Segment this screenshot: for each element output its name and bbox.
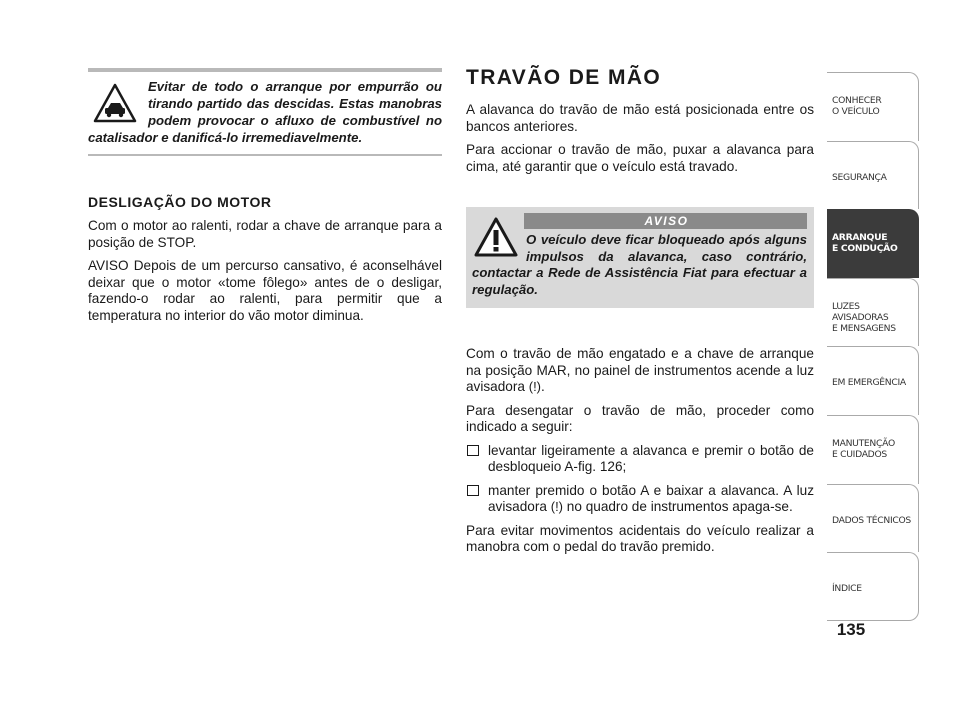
tab-dados-tecnicos[interactable]	[827, 484, 919, 553]
page-title: TRAVÃO DE MÃO	[466, 66, 662, 89]
tab-conhecer-o-veiculo[interactable]	[827, 72, 919, 141]
list-item	[466, 443, 814, 476]
paragraph: AVISO Depois de um percurso cansativo, é aconselhável deixar que o motor «tome fôlego» antes de o desligar, fazendo-o rodar ao ralenti, para permitir que a temperatura no interior do vão motor diminua.	[88, 258, 442, 323]
paragraph-text: Com o travão de mão engatado e a chave de arranque na posição MAR, no painel de instrumentos acende a luz avisadora	[466, 346, 814, 394]
paragraph-text: .	[541, 379, 545, 394]
tab-indice[interactable]	[827, 552, 919, 621]
tab-em-emergencia[interactable]	[827, 346, 919, 415]
chapter-tabs	[827, 72, 919, 621]
list-item-text-part: no quadro de instrumentos apaga-se.	[566, 499, 793, 514]
list-item	[466, 483, 814, 516]
list-item-text: levantar ligeiramente a alavanca e premir o botão de desbloqueio A-fig. 126;	[488, 442, 814, 474]
paragraph: A alavanca do travão de mão está posicionada entre os bancos anteriores.	[466, 102, 814, 134]
tab-seguranca[interactable]	[827, 141, 919, 210]
paragraph: Para desengatar o travão de mão, proceder como indicado a seguir:	[466, 402, 814, 434]
tab-label: DADOS TÉCNICOS	[832, 514, 911, 526]
right-column	[466, 66, 814, 563]
list-item-text-part: manter premido o botão A e baixar a alavanca. A luz avisadora	[488, 482, 814, 514]
brake-lamp-icon: (!)	[528, 379, 542, 394]
tab-luzes-avisadoras[interactable]	[827, 278, 919, 347]
left-column	[88, 68, 442, 331]
catalyst-warning	[88, 78, 442, 146]
car-push-warning-icon	[92, 82, 138, 124]
tab-label: EM EMERGÊNCIA	[832, 377, 906, 389]
paragraph: Para accionar o travão de mão, puxar a alavanca para cima, até garantir que o veículo está travado.	[466, 142, 814, 174]
section-title: DESLIGAÇÃO DO MOTOR	[88, 194, 272, 210]
checkbox-bullet-icon	[467, 445, 479, 456]
aviso-label: AVISO	[524, 213, 807, 229]
paragraph: Com o motor ao ralenti, rodar a chave de arranque para a posição de STOP.	[88, 218, 442, 250]
list-item-text	[488, 483, 814, 516]
tab-manutencao[interactable]	[827, 415, 919, 484]
aviso-text: O veículo deve ficar bloqueado após alguns impulsos da alavanca, caso contrário, contactar a Rede de Assistência Fiat para efectuar a regulação.	[472, 232, 807, 297]
divider	[88, 68, 442, 72]
tab-label: ÍNDICE	[832, 583, 862, 595]
paragraph	[466, 346, 814, 396]
tab-label: ARRANQUE E CONDUÇÃO	[832, 232, 898, 255]
warning-triangle-icon	[472, 215, 520, 259]
warning-text: Evitar de todo o arranque por empurrão ou tirando partido das descidas. Estas manobras podem provocar o afluxo de combustível no catalisador e danificá-lo irremediavelmente.	[88, 79, 442, 145]
tab-arranque-e-conducao[interactable]	[827, 209, 919, 278]
tab-label: MANUTENÇÃO E CUIDADOS	[832, 437, 895, 460]
page-number: 135	[836, 620, 866, 639]
tab-label: CONHECER O VEÍCULO	[832, 95, 882, 117]
paragraph: Para evitar movimentos acidentais do veículo realizar a manobra com o pedal do travão premido.	[466, 522, 814, 554]
aviso-box	[466, 207, 814, 308]
divider	[88, 154, 442, 156]
tab-label: SEGURANÇA	[832, 171, 887, 183]
tab-label: LUZES AVISADORAS E MENSAGENS	[832, 300, 896, 334]
content-block	[466, 346, 814, 556]
brake-lamp-icon: (!)	[550, 499, 564, 514]
checkbox-bullet-icon	[467, 485, 479, 496]
